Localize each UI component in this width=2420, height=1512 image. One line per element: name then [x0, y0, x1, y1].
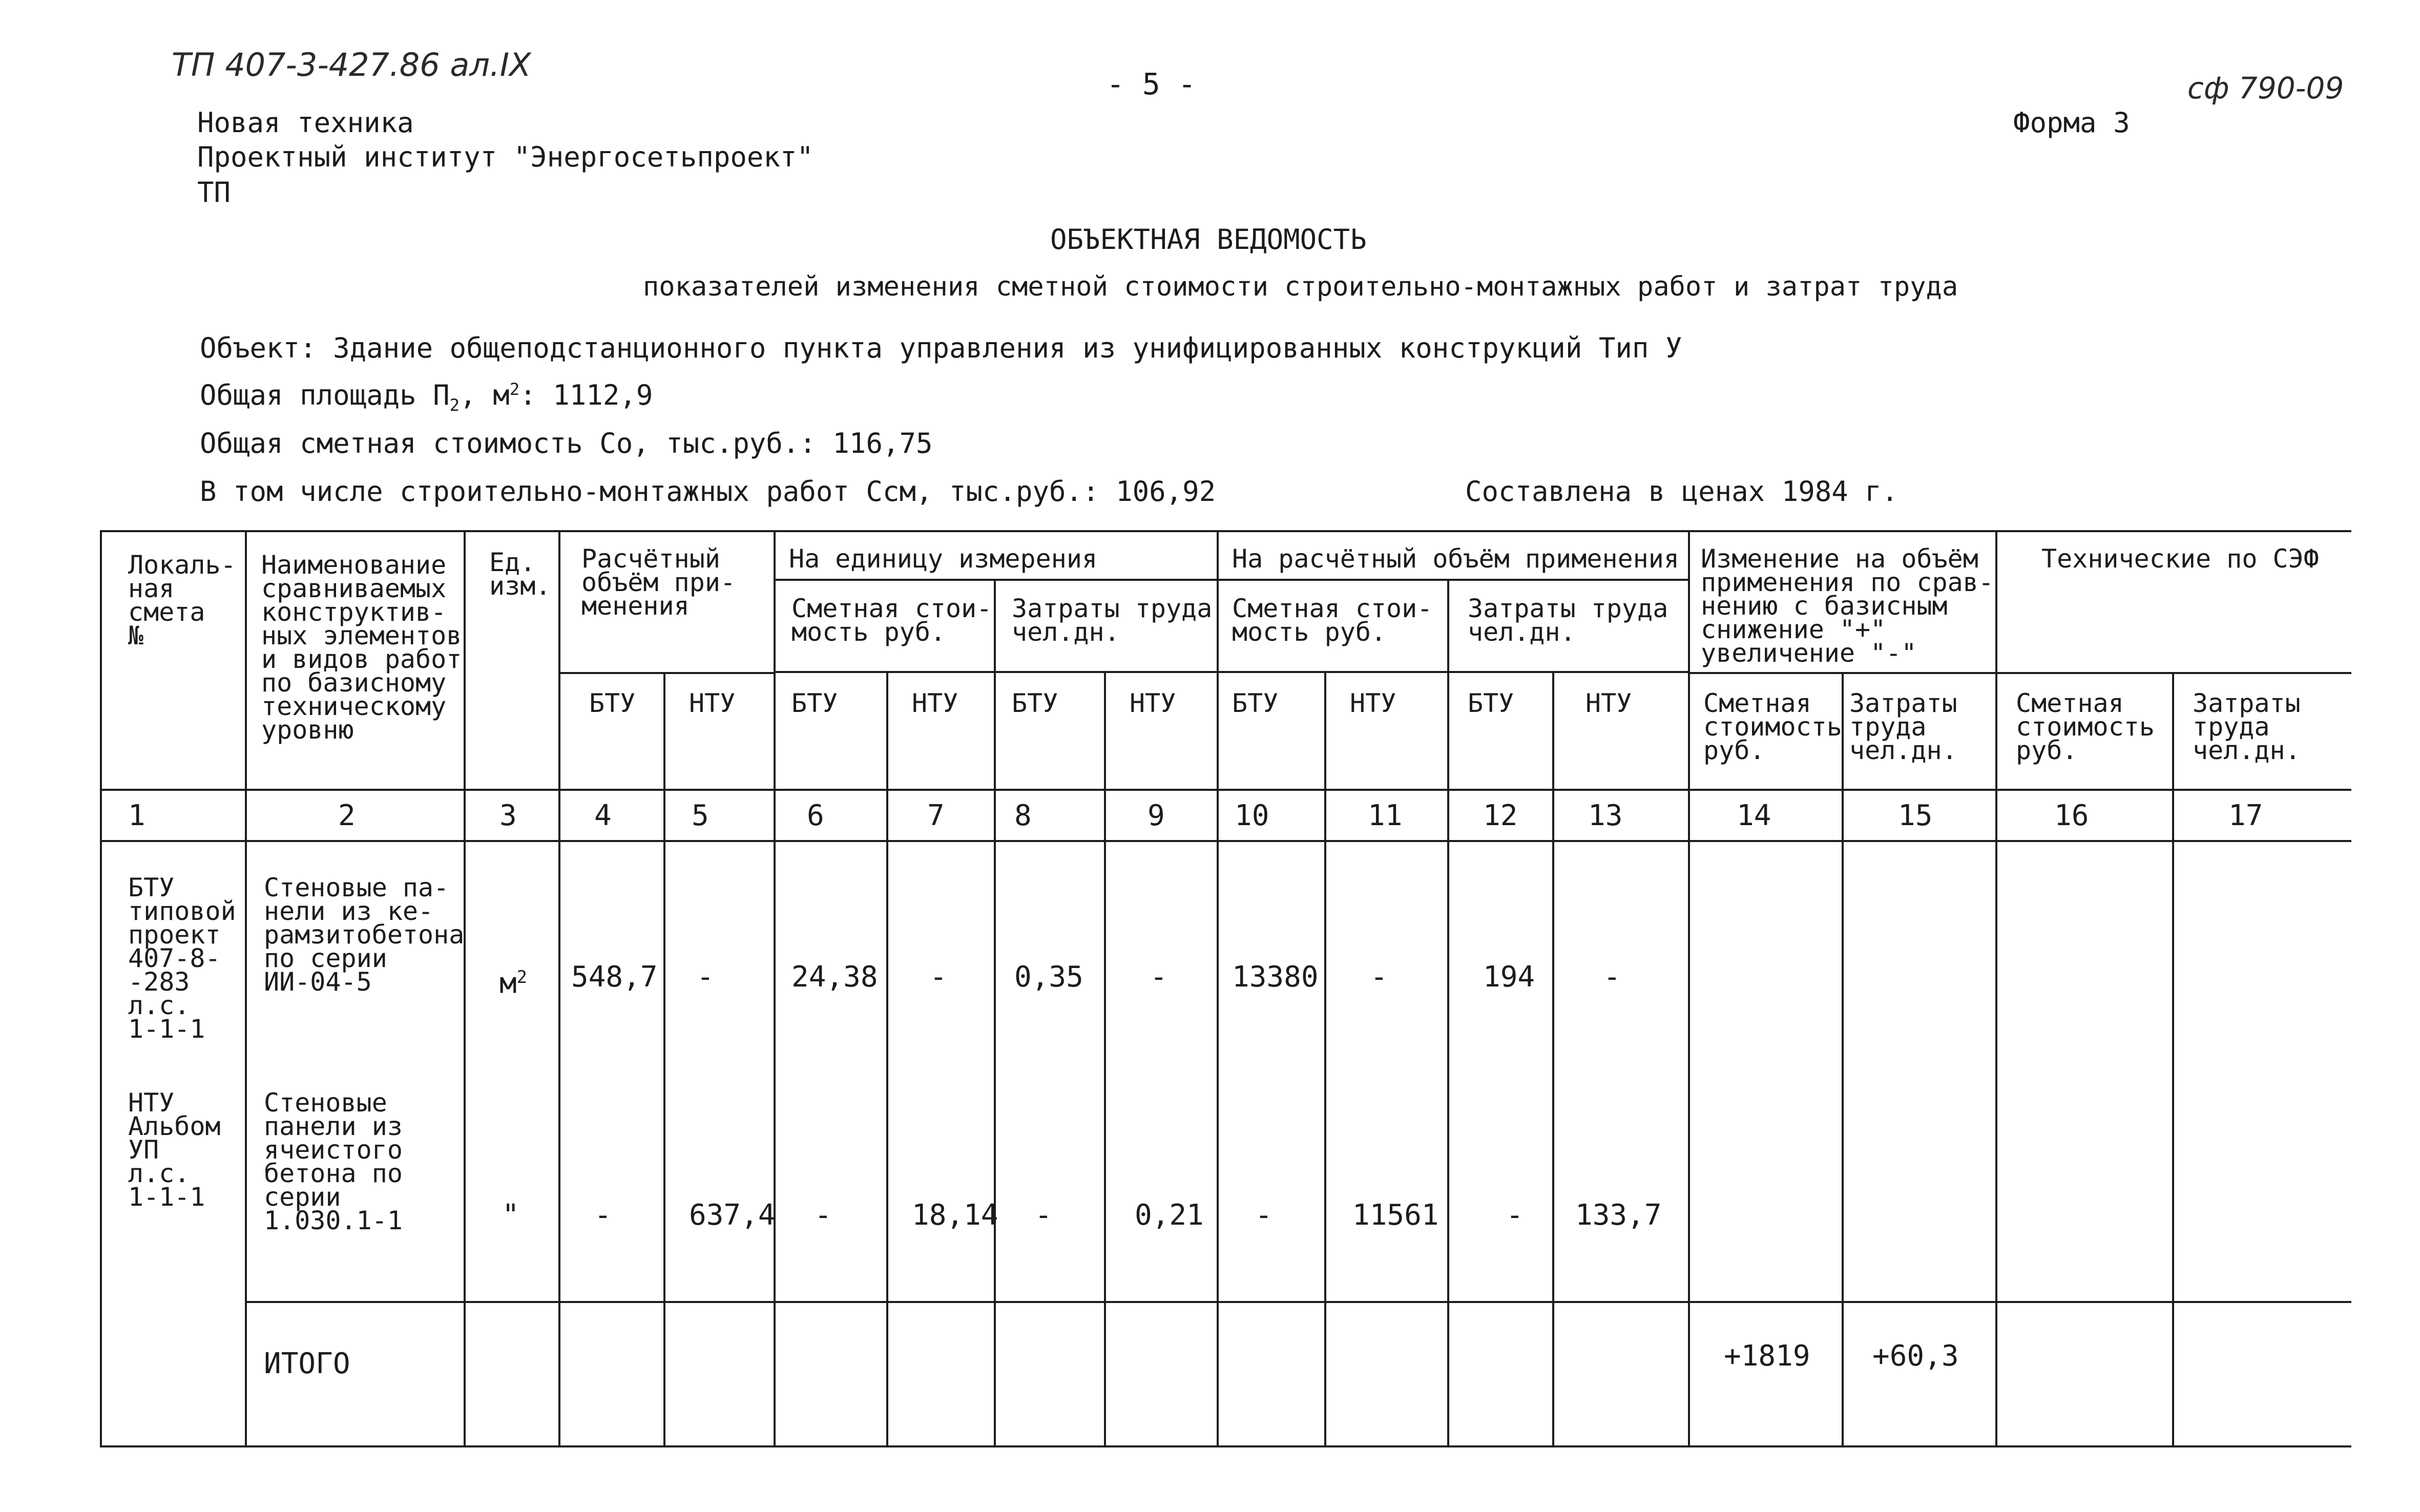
total-label: ИТОГО — [264, 1347, 350, 1380]
col-line-6 — [886, 671, 888, 1447]
row1-vol-ntu: - — [697, 960, 714, 994]
row2-unit-labor-btu: - — [1035, 1199, 1052, 1232]
table-top-border — [100, 530, 2351, 532]
col-number-2: 2 — [338, 799, 356, 832]
row2-estimate: НТУ Альбом УП л.с. 1-1-1 — [128, 1088, 221, 1212]
org-line-1: Новая техника — [197, 107, 414, 139]
row1-total-cost-ntu: - — [1370, 960, 1388, 994]
col-line-4 — [663, 672, 665, 1447]
row1-unit-labor-btu: 0,35 — [1014, 960, 1083, 994]
row1-unit-cost-ntu: - — [930, 960, 947, 994]
smr-value: 106,92 — [1116, 475, 1216, 508]
object-label: Объект: — [200, 332, 317, 364]
header-technical-cost: Сметная стоимость руб. — [2016, 688, 2155, 765]
colnum-top-line — [100, 789, 2351, 791]
col-number-9: 9 — [1148, 799, 1165, 832]
col-line-5 — [774, 530, 776, 1447]
col-number-8: 8 — [1014, 799, 1032, 832]
col-number-7: 7 — [927, 799, 945, 832]
col-line-13 — [1688, 530, 1690, 1447]
row2-element-name: Стеновые панели из ячеистого бетона по серии 1.030.1-1 — [264, 1088, 403, 1235]
col-number-12: 12 — [1483, 799, 1518, 832]
header-unit: Ед. изм. — [489, 548, 551, 601]
header-per-volume-labor: Затраты труда чел.дн. — [1468, 594, 1668, 647]
colnum-bottom-line — [100, 840, 2351, 842]
header-per-volume-cost: Сметная стои- мость руб. — [1232, 594, 1433, 647]
col-number-4: 4 — [594, 799, 612, 832]
form-label: Форма 3 — [2013, 107, 2130, 139]
row2-total-cost-btu: - — [1255, 1199, 1272, 1232]
subheader-ntu-unit-cost: НТУ — [912, 688, 958, 718]
col-number-15: 15 — [1898, 799, 1933, 832]
total-top-line — [246, 1301, 2351, 1303]
col-line-11 — [1447, 579, 1449, 1447]
col-number-14: 14 — [1737, 799, 1771, 832]
page-number: - 5 - — [1107, 67, 1196, 101]
row2-total-labor-ntu: 133,7 — [1575, 1199, 1662, 1232]
header-per-unit-labor: Затраты труда чел.дн. — [1012, 594, 1213, 647]
header-element-name: Наименование сравниваемых конструктив- ных элементов и видов работ по базисному техническому уровню — [261, 550, 462, 745]
area-line — [200, 379, 653, 415]
object-line — [200, 332, 1682, 364]
row2-vol-ntu: 637,4 — [689, 1199, 776, 1232]
area-label: Общая площадь П — [200, 379, 450, 411]
row2-unit-cost-ntu: 18,14 — [912, 1199, 998, 1232]
row1-unit-labor-ntu: - — [1150, 960, 1167, 994]
header-per-unit: На единицу измерения — [789, 544, 1098, 574]
col-number-11: 11 — [1368, 799, 1403, 832]
col-line-14 — [1842, 672, 1844, 1447]
area-value: 1112,9 — [553, 379, 653, 411]
row2-vol-btu: - — [594, 1199, 612, 1232]
col-line-15 — [1995, 530, 1997, 1447]
col-number-3: 3 — [499, 799, 517, 832]
row2-total-labor-btu: - — [1506, 1199, 1524, 1232]
prices-line — [1465, 475, 1898, 508]
subheader-line-d — [1688, 672, 2351, 674]
header-technical-labor: Затраты труда чел.дн. — [2193, 688, 2301, 765]
page-subtitle: показателей изменения сметной стоимости строительно-монтажных работ и затрат труда — [643, 271, 1958, 302]
subheader-ntu-unit-labor: НТУ — [1130, 688, 1176, 718]
row1-element-name: Стеновые па- нели из ке- рамзитобетона по серии ИИ-04-5 — [264, 873, 465, 997]
smr-label: В том числе строительно-монтажных работ Ссм, тыс.руб.: — [200, 475, 1099, 508]
subheader-btu-unit-labor: БТУ — [1012, 688, 1058, 718]
row1-total-cost-btu: 13380 — [1232, 960, 1319, 994]
row1-vol-btu: 548,7 — [571, 960, 658, 994]
row1-unit — [499, 963, 527, 998]
row1-unit-text: м — [499, 967, 517, 1000]
org-line-3: ТП — [197, 176, 231, 208]
col-number-17: 17 — [2228, 799, 2263, 832]
header-change: Изменение на объём применения по срав- нению с базисным снижение "+" увеличение "-" — [1701, 544, 1994, 668]
col-number-13: 13 — [1588, 799, 1623, 832]
subheader-btu-vol-cost: БТУ — [1232, 688, 1279, 718]
object-value: Здание общеподстанционного пункта управления из унифицированных конструкций Тип У — [333, 332, 1682, 364]
row1-estimate: БТУ типовой проект 407-8- -283 л.с. 1-1-1 — [128, 873, 236, 1044]
col-line-0 — [100, 530, 102, 1447]
col-line-9 — [1217, 530, 1219, 1447]
row2-unit-labor-ntu: 0,21 — [1135, 1199, 1204, 1232]
subheader-line-b — [774, 671, 1688, 673]
cost-line — [200, 427, 933, 459]
col-line-16 — [2172, 672, 2174, 1447]
col-number-1: 1 — [128, 799, 145, 832]
archive-mark: сф 790-09 — [2187, 71, 2344, 106]
area-unit-superscript: 2 — [509, 380, 520, 399]
subheader-line-c — [558, 672, 774, 674]
total-labor-change: +60,3 — [1872, 1339, 1959, 1373]
row2-unit-cost-btu: - — [815, 1199, 832, 1232]
total-cost-change: +1819 — [1724, 1339, 1810, 1373]
subheader-ntu-vol: НТУ — [689, 688, 736, 718]
header-calc-volume: Расчётный объём при- менения — [581, 544, 736, 621]
subheader-btu-vol: БТУ — [589, 688, 636, 718]
col-line-3 — [558, 530, 560, 1447]
header-estimate: Локаль- ная смета № — [128, 550, 236, 650]
col-line-8 — [1104, 671, 1106, 1447]
area-colon: : — [519, 379, 536, 411]
header-change-cost: Сметная стоимость руб. — [1703, 688, 1842, 765]
area-unit: , м — [460, 379, 510, 411]
col-number-6: 6 — [807, 799, 824, 832]
col-line-10 — [1324, 671, 1326, 1447]
area-label-subscript: 2 — [449, 395, 460, 415]
row1-total-labor-ntu: - — [1603, 960, 1621, 994]
header-per-volume: На расчётный объём применения — [1232, 544, 1679, 574]
page-title: ОБЪЕКТНАЯ ВЕДОМОСТЬ — [1050, 223, 1367, 256]
subheader-ntu-vol-labor: НТУ — [1585, 688, 1632, 718]
row1-total-labor-btu: 194 — [1483, 960, 1535, 994]
header-per-unit-cost: Сметная стои- мость руб. — [791, 594, 992, 647]
subheader-line-a — [774, 579, 1688, 581]
subheader-btu-unit-cost: БТУ — [791, 688, 838, 718]
subheader-btu-vol-labor: БТУ — [1468, 688, 1514, 718]
cost-label: Общая сметная стоимость Со, тыс.руб.: — [200, 427, 816, 459]
header-technical: Технические по СЭФ — [2041, 544, 2319, 574]
org-line-2: Проектный институт "Энергосетьпроект" — [197, 141, 813, 173]
col-line-1 — [245, 530, 247, 1447]
row1-unit-cost-btu: 24,38 — [791, 960, 878, 994]
col-line-7 — [994, 579, 996, 1447]
row2-unit: " — [502, 1199, 519, 1232]
subheader-ntu-vol-cost: НТУ — [1350, 688, 1396, 718]
header-change-labor: Затраты труда чел.дн. — [1849, 688, 1957, 765]
prices-year: 1984 г. — [1781, 475, 1899, 508]
col-number-10: 10 — [1235, 799, 1269, 832]
row2-total-cost-ntu: 11561 — [1352, 1199, 1439, 1232]
cost-value: 116,75 — [832, 427, 933, 459]
row1-unit-superscript: 2 — [516, 967, 527, 987]
document-code: ТП 407-3-427.86 ал.IX — [172, 46, 531, 83]
smr-line — [200, 475, 1216, 508]
col-number-5: 5 — [692, 799, 709, 832]
prices-label: Составлена в ценах — [1465, 475, 1765, 508]
col-line-12 — [1552, 671, 1554, 1447]
table-bottom-border — [100, 1445, 2351, 1447]
col-number-16: 16 — [2054, 799, 2089, 832]
